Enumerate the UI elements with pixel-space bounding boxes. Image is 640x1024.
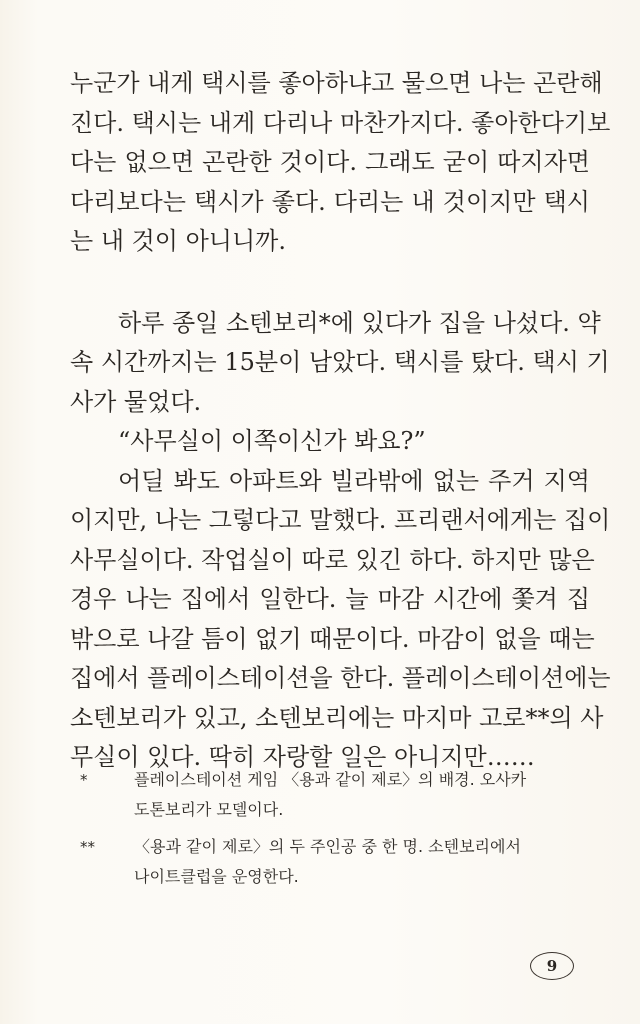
- text-line: 속 시간까지는 15분이 남았다. 택시를 탔다. 택시 기: [70, 348, 610, 376]
- text-line: 진다. 택시는 내게 다리나 마찬가지다. 좋아한다기보: [70, 108, 611, 137]
- footnotes: [80, 765, 550, 899]
- body-text: [70, 64, 611, 778]
- footnote-1: [80, 765, 550, 825]
- page-number: 9: [530, 952, 574, 980]
- footnote-mark: **: [80, 838, 95, 856]
- footnote-2: [80, 832, 550, 892]
- text-line: 다리보다는 택시가 좋다. 다리는 내 것이지만 택시: [70, 187, 590, 216]
- text-line: 사무실이다. 작업실이 따로 있긴 하다. 하지만 많은: [70, 545, 595, 574]
- dialogue-line: “사무실이 이쪽이신가 봐요?”: [118, 427, 426, 455]
- text-line: 사가 물었다.: [70, 387, 202, 416]
- text-line: 무실이 있다. 딱히 자랑할 일은 아니지만……: [70, 743, 535, 771]
- footnote-line: 도톤보리가 모델이다.: [134, 800, 284, 819]
- text-line: 이지만, 나는 그렇다고 말했다. 프리랜서에게는 집이: [70, 506, 611, 534]
- footnote-line: 〈용과 같이 제로〉의 두 주인공 중 한 명. 소텐보리에서: [134, 837, 521, 856]
- text-line: 집에서 플레이스테이션을 한다. 플레이스테이션에는: [70, 664, 611, 692]
- paragraph-gap: [70, 262, 590, 304]
- text-line: 소텐보리가 있고, 소텐보리에는 마지마 고로**의 사: [70, 703, 604, 732]
- text-line: 어딜 봐도 아파트와 빌라밖에 없는 주거 지역: [118, 466, 590, 495]
- text-line: 누군가 내게 택시를 좋아하냐고 물으면 나는 곤란해: [70, 69, 603, 97]
- text-line: 경우 나는 집에서 일한다. 늘 마감 시간에 쫓겨 집: [70, 585, 590, 613]
- footnote-mark: *: [80, 771, 88, 789]
- footnote-line: 플레이스테이션 게임 〈용과 같이 제로〉의 배경. 오사카: [134, 770, 527, 789]
- text-line: 다는 없으면 곤란한 것이다. 그래도 굳이 따지자면: [70, 148, 590, 176]
- text-line: 하루 종일 소텐보리*에 있다가 집을 나섰다. 약: [118, 308, 601, 337]
- text-line: 밖으로 나갈 틈이 없기 때문이다. 마감이 없을 때는: [70, 624, 595, 653]
- footnote-line: 나이트클럽을 운영한다.: [134, 867, 299, 886]
- text-line: 는 내 것이 아니니까.: [70, 227, 286, 255]
